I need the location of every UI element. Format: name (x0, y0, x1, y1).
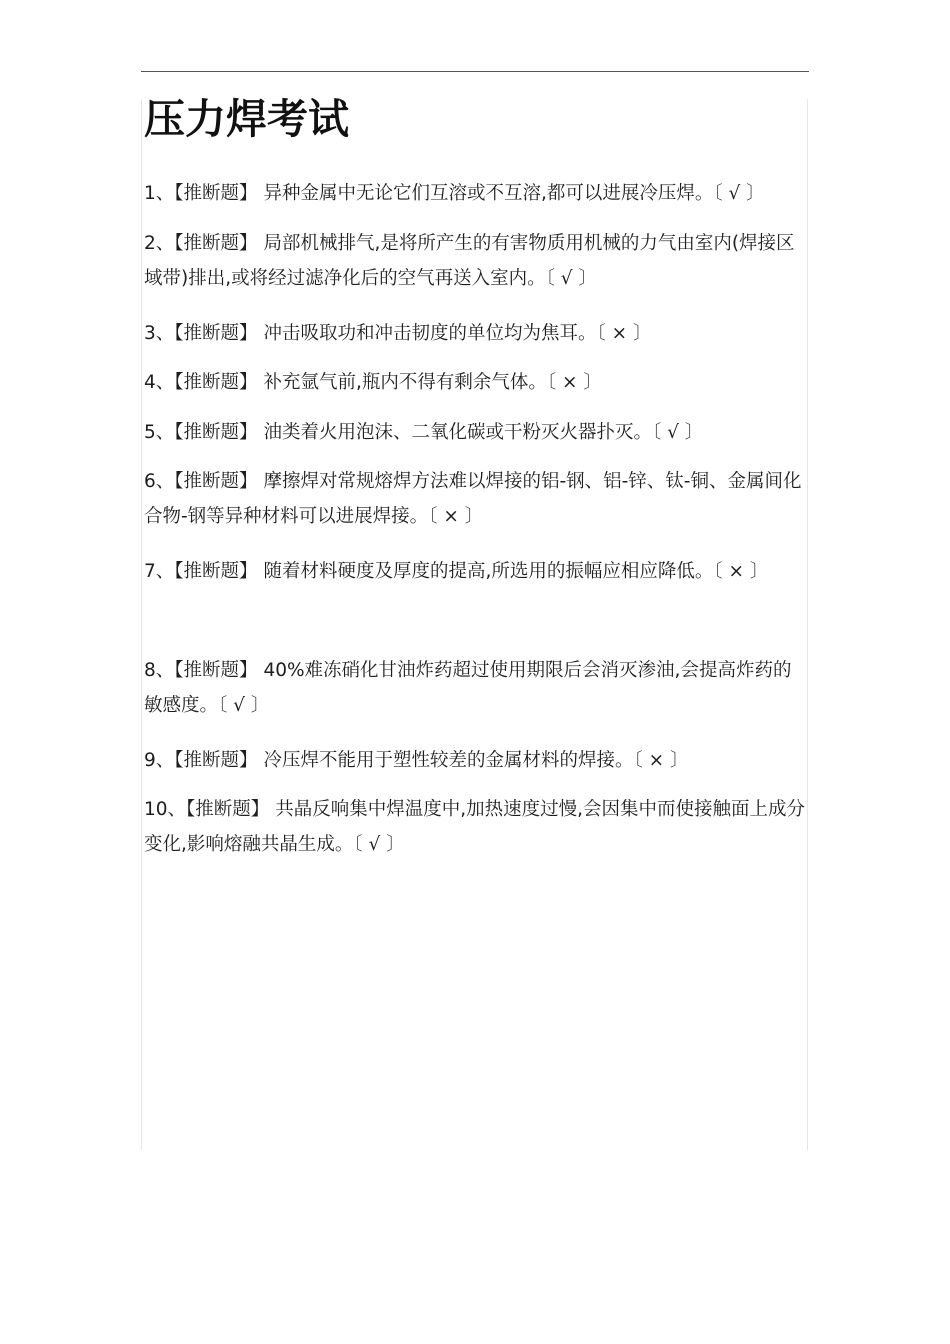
question-text: 补充氩气前,瓶内不得有剩余气体。 (263, 372, 547, 393)
question-number: 5、 (144, 422, 175, 443)
question-answer: 〔 × 〕 (713, 561, 769, 582)
question-answer: 〔 √ 〕 (353, 834, 405, 855)
question-text: 随着材料硬度及厚度的提高,所选用的振幅应相应降低。 (263, 561, 714, 582)
question-text: 摩擦焊对常规熔焊方法难以焊接的铝-钢、铝-锌、钛-铜、金属间化合物-钢等异种材料可以进展焊接。 (144, 471, 802, 527)
question-number: 8、 (144, 660, 175, 681)
question-tag: 【推断题】 (174, 372, 258, 393)
question-text: 局部机械排气,是将所产生的有害物质用机械的力气由室内(焊接区域带)排出,或将经过滤净化后的空气再送入室内。 (144, 233, 795, 289)
question-answer: 〔 √ 〕 (545, 268, 597, 289)
question-text: 冲击吸取功和冲击韧度的单位均为焦耳。 (263, 323, 597, 344)
question-text: 异种金属中无论它们互溶或不互溶,都可以进展冷压焊。 (263, 183, 714, 204)
question-number: 2、 (144, 233, 175, 254)
question-answer: 〔 × 〕 (546, 372, 602, 393)
question-item (144, 415, 806, 450)
question-answer: 〔 √ 〕 (218, 695, 270, 716)
question-item (144, 743, 806, 778)
question-tag: 【推断题】 (186, 799, 270, 820)
question-tag: 【推断题】 (174, 750, 258, 771)
question-item (144, 554, 806, 589)
question-text: 冷压焊不能用于塑性较差的金属材料的焊接。 (263, 750, 634, 771)
question-number: 9、 (144, 750, 175, 771)
question-tag: 【推断题】 (174, 471, 258, 492)
question-answer: 〔 × 〕 (428, 506, 484, 527)
question-text: 油类着火用泡沫、二氧化碳或干粉灭火器扑灭。 (263, 422, 652, 443)
question-answer: 〔 √ 〕 (713, 183, 765, 204)
question-tag: 【推断题】 (174, 660, 258, 681)
question-item (144, 365, 806, 400)
question-tag: 【推断题】 (174, 183, 258, 204)
question-text: 共晶反响集中焊温度中,加热速度过慢,会因集中而使接触面上成分变化,影响熔融共晶生成。 (144, 799, 805, 855)
question-text: 40%难冻硝化甘油炸药超过使用期限后会消灭渗油,会提高炸药的敏感度。 (144, 660, 792, 716)
question-item (144, 176, 806, 211)
question-item (144, 316, 806, 351)
question-number: 4、 (144, 372, 175, 393)
question-number: 7、 (144, 561, 175, 582)
question-number: 1、 (144, 183, 175, 204)
question-answer: 〔 × 〕 (633, 750, 689, 771)
page-title: 压力焊考试 (144, 95, 349, 143)
question-number: 10、 (144, 799, 187, 820)
question-answer: 〔 × 〕 (596, 323, 652, 344)
question-tag: 【推断题】 (174, 422, 258, 443)
top-rule (141, 71, 809, 72)
question-tag: 【推断题】 (174, 561, 258, 582)
question-item (144, 464, 806, 534)
question-item (144, 226, 806, 296)
question-item (144, 653, 806, 723)
question-tag: 【推断题】 (174, 233, 258, 254)
question-number: 6、 (144, 471, 175, 492)
question-answer: 〔 √ 〕 (651, 422, 704, 443)
question-number: 3、 (144, 323, 175, 344)
question-tag: 【推断题】 (174, 323, 258, 344)
question-item (144, 792, 806, 862)
